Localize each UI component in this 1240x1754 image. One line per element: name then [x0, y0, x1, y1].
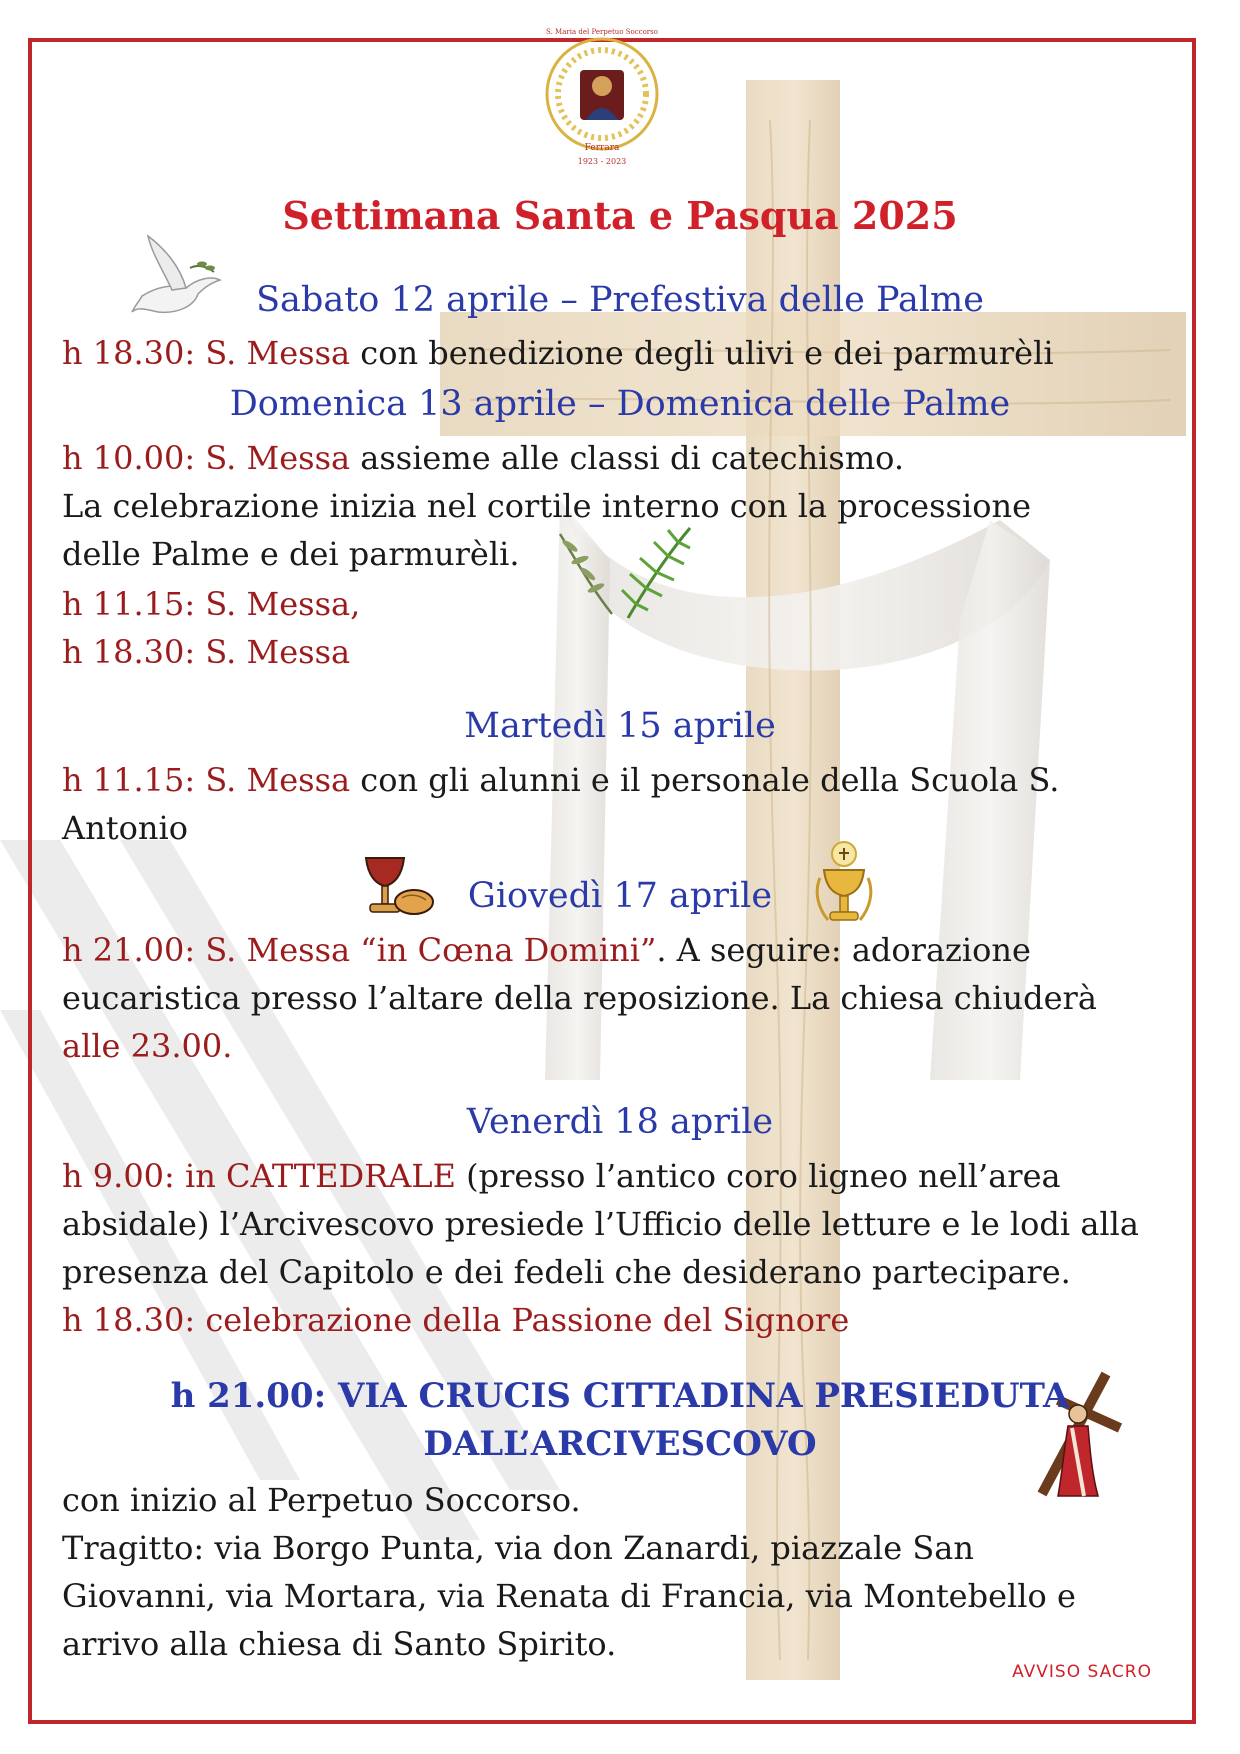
- domenica-text: assieme alle classi di catechismo.: [350, 439, 905, 477]
- heading-venerdi: Venerdì 18 aprile: [466, 1102, 774, 1142]
- domenica-line-4: h 11.15: S. Messa,: [62, 585, 361, 623]
- heading-martedi: Martedì 15 aprile: [464, 706, 776, 746]
- domenica-line-2: La celebrazione inizia nel cortile interno con la processione: [62, 487, 1031, 525]
- via-line-2: Tragitto: via Borgo Punta, via don Zanardi, piazzale San: [62, 1529, 974, 1567]
- logo-city: Ferrara: [584, 143, 620, 153]
- domenica-line-3: delle Palme e dei parmurèli.: [62, 535, 520, 573]
- giovedi-line-3: alle 23.00.: [62, 1027, 233, 1065]
- via-line-1: con inizio al Perpetuo Soccorso.: [62, 1481, 581, 1519]
- giovedi-text: . A seguire: adorazione: [656, 931, 1031, 969]
- sabato-text: con benedizione degli ulivi e dei parmurèli: [350, 334, 1054, 372]
- heading-sabato: Sabato 12 aprile – Prefestiva delle Palme: [256, 280, 984, 320]
- via-line-3: Giovanni, via Mortara, via Renata di Francia, via Montebello e: [62, 1577, 1076, 1615]
- venerdi-text: (presso l’antico coro ligneo nell’area: [455, 1157, 1061, 1195]
- giovedi-time: h 21.00: S. Messa “in Cœna Domini”: [62, 931, 657, 969]
- domenica-line-1: [62, 438, 904, 478]
- sabato-line-1: [62, 333, 1054, 373]
- venerdi-line-2: absidale) l’Arcivescovo presiede l’Ufficio delle letture e le lodi alla: [62, 1205, 1139, 1243]
- page-title: Settimana Santa e Pasqua 2025: [282, 193, 958, 238]
- heading-via-crucis-1: h 21.00: VIA CRUCIS CITTADINA PRESIEDUTA: [170, 1376, 1070, 1416]
- domenica-time: h 10.00: S. Messa: [62, 439, 351, 477]
- domenica-line-5: h 18.30: S. Messa: [62, 633, 351, 671]
- via-line-4: arrivo alla chiesa di Santo Spirito.: [62, 1625, 617, 1663]
- martedi-text: con gli alunni e il personale della Scuola S.: [350, 761, 1060, 799]
- heading-domenica: Domenica 13 aprile – Domenica delle Palme: [229, 384, 1011, 424]
- logo-years: 1923 - 2023: [577, 157, 627, 166]
- giovedi-line-2: eucaristica presso l’altare della reposizione. La chiesa chiuderà: [62, 979, 1097, 1017]
- heading-giovedi: Giovedì 17 aprile: [467, 876, 773, 916]
- sabato-time: h 18.30: S. Messa: [62, 334, 351, 372]
- giovedi-line-1: [62, 930, 1031, 970]
- martedi-time: h 11.15: S. Messa: [62, 761, 351, 799]
- venerdi-line-4: h 18.30: celebrazione della Passione del Signore: [62, 1301, 850, 1339]
- venerdi-line-1: [62, 1156, 1061, 1196]
- heading-via-crucis-2: DALL’ARCIVESCOVO: [423, 1424, 817, 1464]
- venerdi-line-3: presenza del Capitolo e dei fedeli che desiderano partecipare.: [62, 1253, 1071, 1291]
- venerdi-time: h 9.00: in CATTEDRALE: [62, 1157, 456, 1195]
- martedi-line-1: [62, 760, 1059, 800]
- martedi-line-2: Antonio: [62, 809, 188, 847]
- footer-tag: AVVISO SACRO: [1012, 1662, 1152, 1682]
- logo-ring-text: S. Maria del Perpetuo Soccorso: [546, 28, 658, 36]
